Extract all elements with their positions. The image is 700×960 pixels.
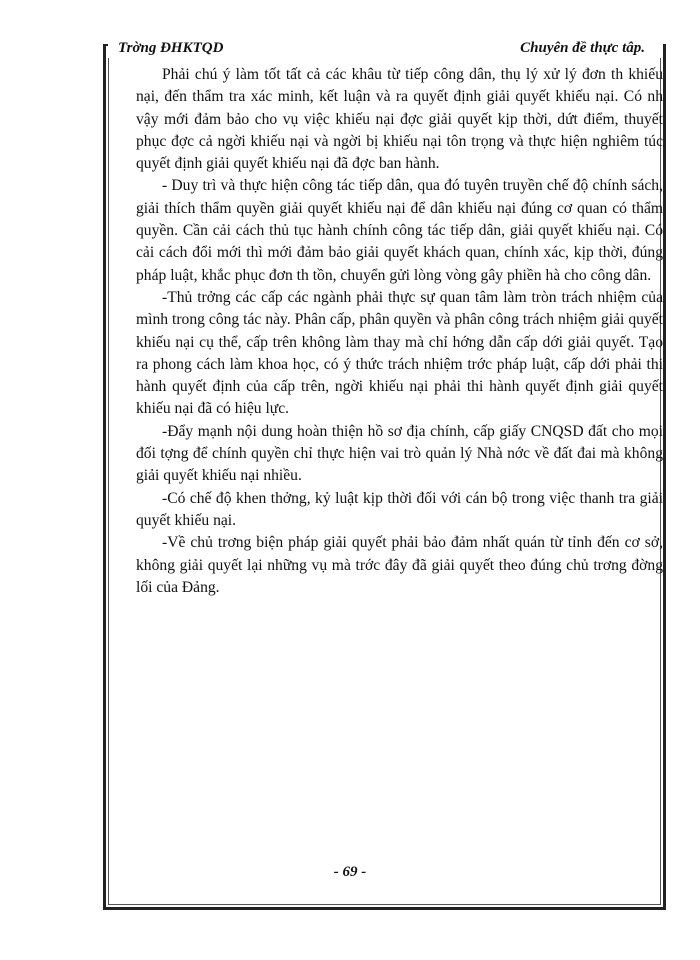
header-school: Trờng ĐHKTQD (118, 40, 224, 56)
paragraph: -Có chế độ khen thởng, kỷ luật kịp thời đối với cán bộ trong việc thanh tra giải quyết khiếu nại. (136, 489, 663, 529)
paragraph: - Duy trì và thực hiện công tác tiếp dân, qua đó tuyên truyền chế độ chính sách, giải thích thẩm quyền giải quyết khiếu nại để dân khiếu nại đúng cơ quan có thẩm quyền. Cần cải cách thủ tục hành chính công tác tiếp dân, giải quyết khiếu nại. Có cải cách đổi mới thì mới đảm bảo giải quyết khách quan, chính xác, kịp thời, đúng pháp luật, khắc phục đơn th tồn, chuyển gửi lòng vòng gây phiền hà cho công dân. (136, 177, 663, 284)
document-body (136, 64, 663, 599)
paragraph: -Về chủ trơng biện pháp giải quyết phải bảo đảm nhất quán từ tỉnh đến cơ sở, không giải quyết lại những vụ mà trớc đây đã giải quyết theo đúng chủ trơng đờng lối của Đảng. (136, 534, 663, 596)
page-header (108, 38, 663, 58)
header-title: Chuyên đề thực tâp. (520, 40, 645, 56)
page-number: - 69 - (333, 864, 367, 880)
paragraph: -Thủ trởng các cấp các ngành phải thực sự quan tâm làm tròn trách nhiệm của mình trong công tác này. Phân cấp, phân quyền và phân công trách nhiệm giải quyết khiếu nại cụ thể, cấp trên không làm thay mà chỉ hớng dẫn cấp dới giải quyết. Tạo ra phong cách làm khoa học, có ý thức trách nhiệm trớc pháp luật, cấp dới phải thi hành quyết định của cấp trên, ngời khiếu nại phải thi hành quyết định giải quyết khiếu nại đã có hiệu lực. (136, 288, 663, 418)
paragraph: -Đẩy mạnh nội dung hoàn thiện hồ sơ địa chính, cấp giấy CNQSD đất cho mọi đối tợng để chính quyền chỉ thực hiện vai trò quản lý Nhà nớc về đất đai mà không giải quyết khiếu nại nhiều. (136, 422, 663, 485)
paragraph: Phải chú ý làm tốt tất cả các khâu từ tiếp công dân, thụ lý xử lý đơn th khiếu nại, đến thẩm tra xác minh, kết luận và ra quyết định giải quyết khiếu nại. Có nh vậy mới đảm bảo cho vụ việc khiếu nại đợc giải quyết kịp thời, dứt điểm, thuyết phục đợc cả ngời khiếu nại và ngời bị khiếu nại tôn trọng và thực hiện nghiêm túc quyết định giải quyết khiếu nại đã đợc ban hành. (136, 66, 663, 173)
